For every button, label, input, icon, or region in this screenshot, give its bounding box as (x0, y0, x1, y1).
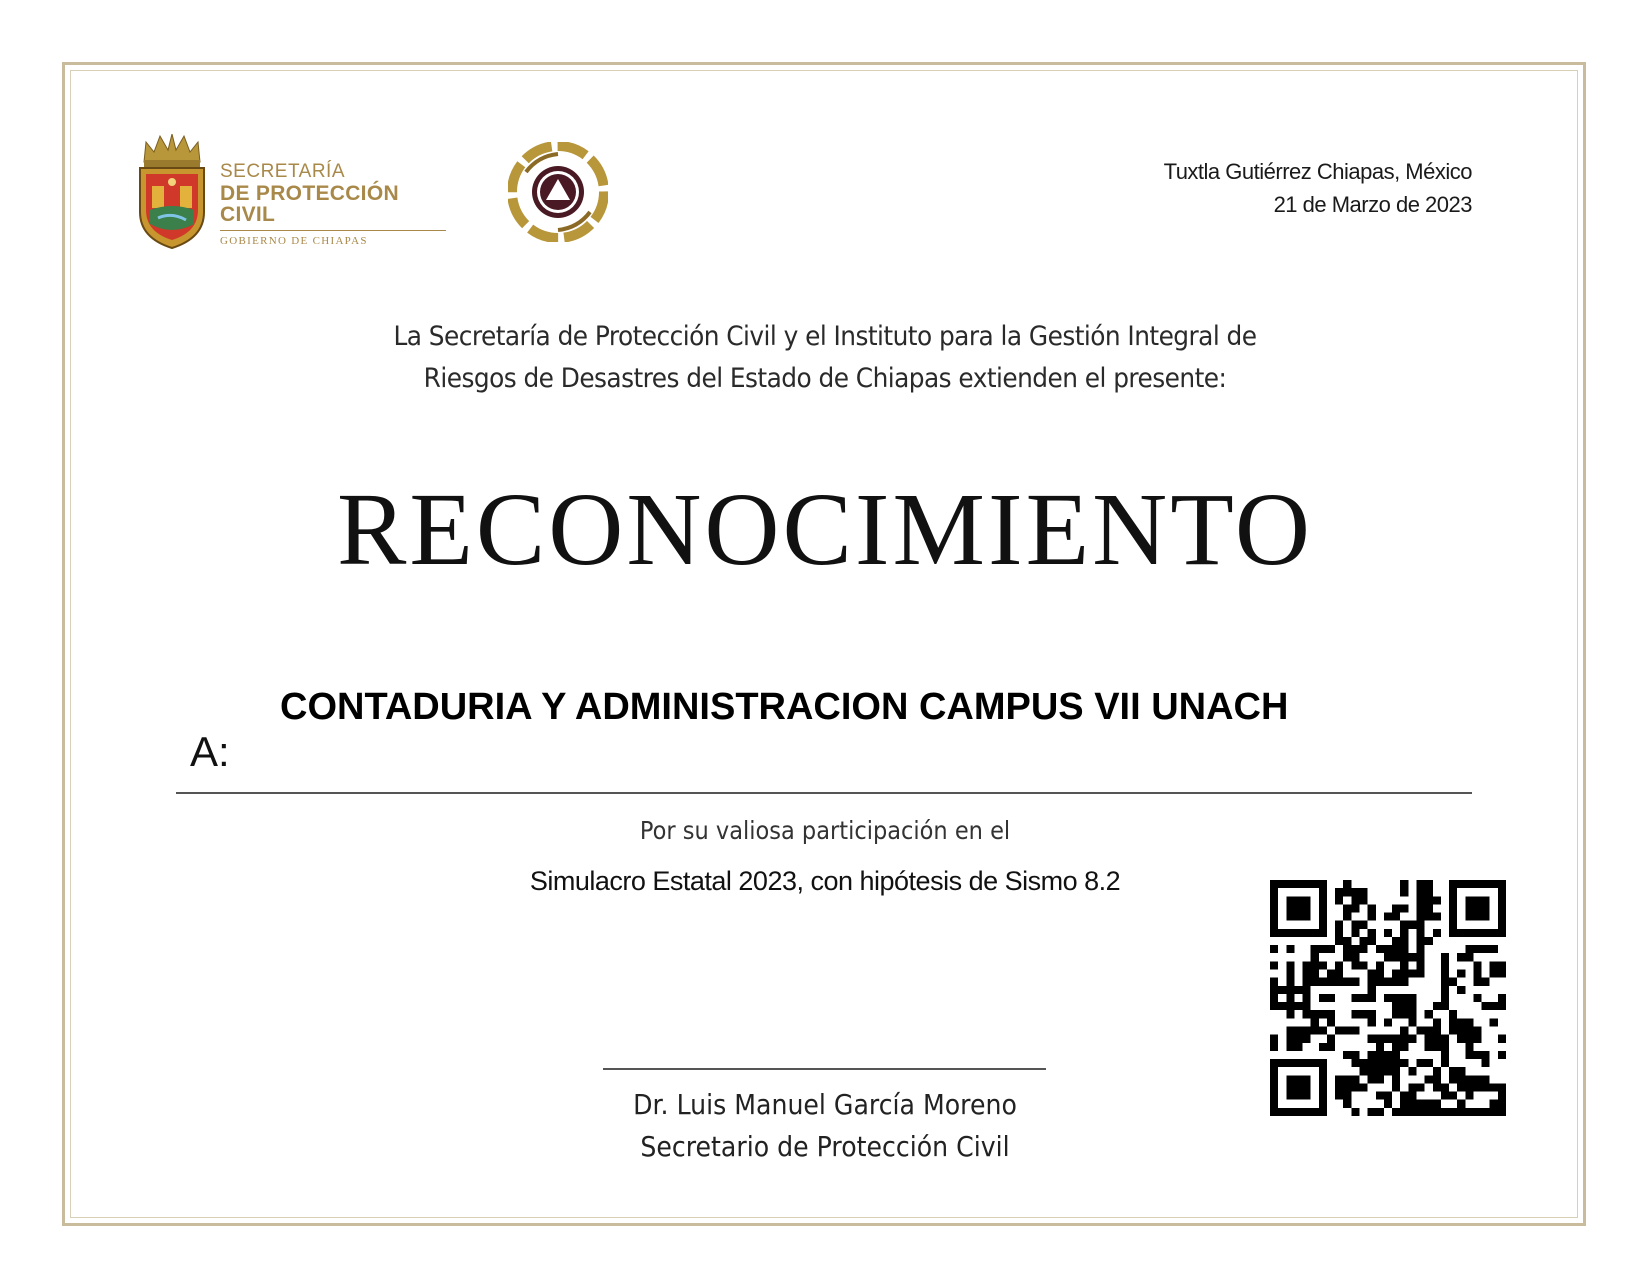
signer-position: Secretario de Protección Civil (640, 1130, 1010, 1163)
org-line-2: DE PROTECCIÓN CIVIL (220, 182, 399, 226)
secretaria-logo (136, 134, 456, 254)
signer-name: Dr. Luis Manuel García Moreno (633, 1088, 1017, 1121)
civil-protection-emblem-icon (508, 142, 608, 242)
place-date (1164, 155, 1472, 221)
intro-line-1: La Secretaría de Protección Civil y el Instituto para la Gestión Integral de (393, 321, 1257, 352)
org-line-3: GOBIERNO DE CHIAPAS (220, 235, 368, 247)
chiapas-coat-of-arms-icon (136, 134, 208, 250)
signature-line (603, 1068, 1046, 1070)
participation-text: Por su valiosa participación en el (639, 816, 1011, 845)
recipient-underline (176, 792, 1472, 794)
certificate-title: RECONOCIMIENTO (336, 472, 1314, 587)
recipient-name: CONTADURIA Y ADMINISTRACION CAMPUS VII UNACH (280, 686, 1289, 728)
org-line-1: SECRETARÍA (220, 161, 346, 182)
intro-paragraph (66, 316, 1584, 400)
recipient-label: A: (190, 728, 230, 775)
event-text: Simulacro Estatal 2023, con hipótesis de Sismo 8.2 (529, 866, 1121, 896)
secretaria-wordmark (220, 162, 456, 247)
place-text: Tuxtla Gutiérrez Chiapas, México (1163, 159, 1472, 184)
qr-code-icon[interactable] (1270, 880, 1506, 1116)
intro-line-2: Riesgos de Desastres del Estado de Chiapas extienden el presente: (423, 363, 1227, 394)
org-divider (220, 230, 446, 231)
date-text: 21 de Marzo de 2023 (1273, 192, 1472, 217)
